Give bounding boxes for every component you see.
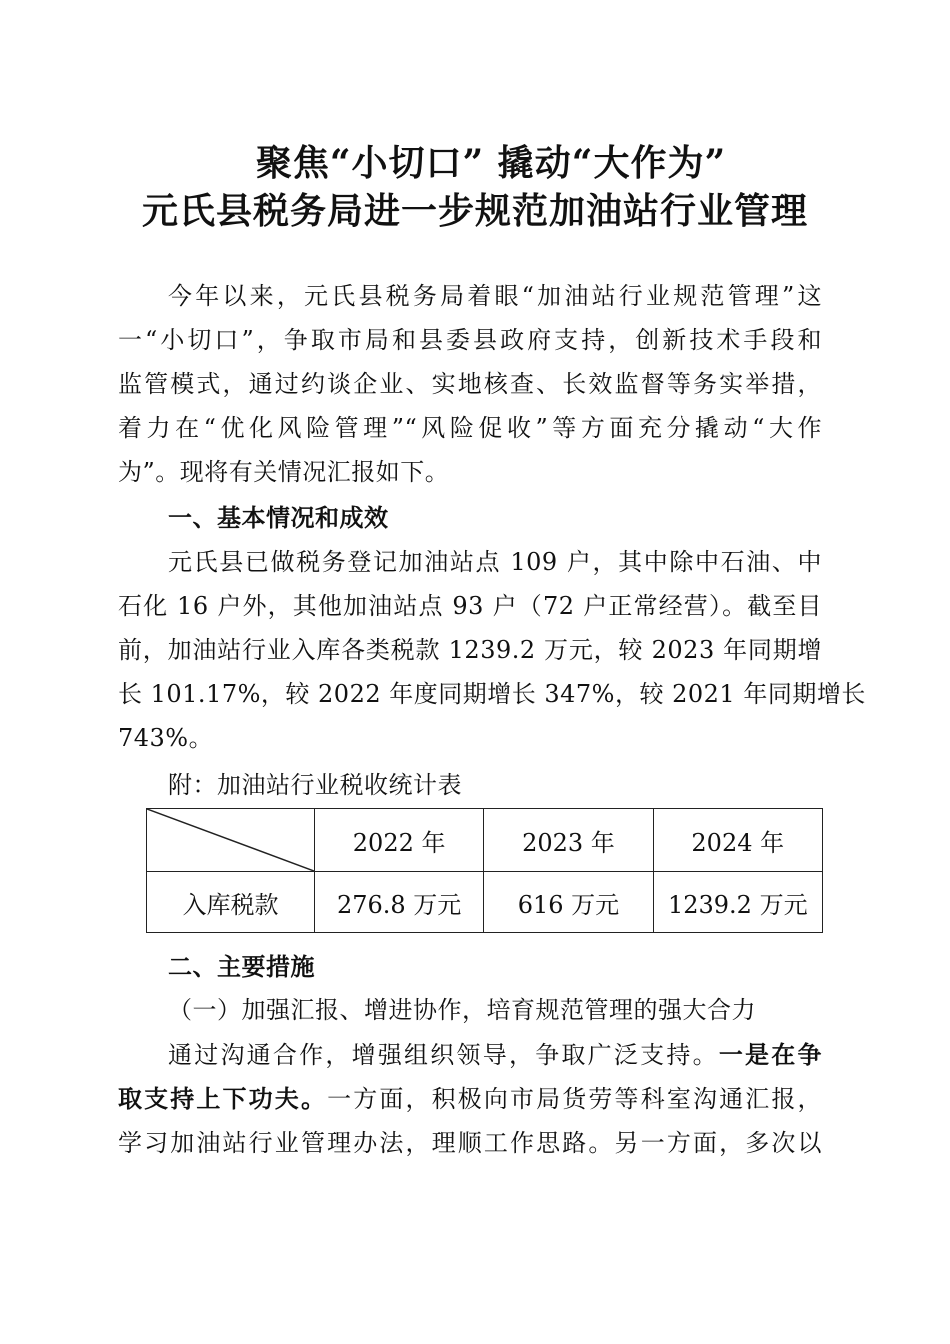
section-1-line: 前，加油站行业入库各类税款 1239.2 万元，较 2023 年同期增 <box>118 636 822 664</box>
tax-statistics-table <box>146 808 823 933</box>
table-row <box>147 872 823 933</box>
table-header-year: 2024 年 <box>653 809 822 872</box>
table-cell-value: 616 万元 <box>484 872 653 933</box>
section-1-line: 元氏县已做税务登记加油站点 109 户，其中除中石油、中 <box>168 548 822 576</box>
section-2-line: 学习加油站行业管理办法，理顺工作思路。另一方面，多次以 <box>118 1129 822 1157</box>
intro-line: 为”。现将有关情况汇报如下。 <box>118 458 450 486</box>
table-header-year: 2022 年 <box>315 809 484 872</box>
section-1-heading: 一、基本情况和成效 <box>168 504 389 532</box>
intro-line: 一“小切口”，争取市局和县委县政府支持，创新技术手段和 <box>118 326 822 354</box>
section-2-emphasis: 一是在争 <box>718 1041 822 1069</box>
section-1-line: 石化 16 户外，其他加油站点 93 户（72 户正常经营）。截至目 <box>118 592 822 620</box>
section-2-subheading: （一）加强汇报、增进协作，培育规范管理的强大合力 <box>168 996 756 1024</box>
intro-line: 着力在“优化风险管理”“风险促收”等方面充分撬动“大作 <box>118 414 822 442</box>
table-header-row <box>147 809 823 872</box>
section-2-line <box>118 1084 822 1114</box>
document-title-line-1: 聚焦“小切口” 撬动“大作为” <box>255 142 727 184</box>
section-2-line <box>168 1040 822 1070</box>
intro-line: 监管模式，通过约谈企业、实地核查、长效监督等务实举措， <box>118 370 822 398</box>
table-caption: 附：加油站行业税收统计表 <box>168 771 462 799</box>
section-2-emphasis: 取支持上下功夫。 <box>118 1085 328 1113</box>
table-cell-value: 1239.2 万元 <box>653 872 822 933</box>
table-header-year: 2023 年 <box>484 809 653 872</box>
table-corner-cell <box>147 809 315 872</box>
section-2-text: 通过沟通合作，增强组织领导，争取广泛支持。 <box>168 1041 719 1069</box>
diagonal-line-icon <box>147 809 314 871</box>
table-cell-value: 276.8 万元 <box>315 872 484 933</box>
section-1-line: 743%。 <box>118 724 214 752</box>
intro-line: 今年以来，元氏县税务局着眼“加油站行业规范管理”这 <box>168 282 822 310</box>
section-2-text: 一方面，积极向市局货劳等科室沟通汇报， <box>327 1085 822 1113</box>
table-row-label: 入库税款 <box>147 872 315 933</box>
document-title-line-2: 元氏县税务局进一步规范加油站行业管理 <box>141 190 808 232</box>
section-2-heading: 二、主要措施 <box>168 953 315 981</box>
section-1-line: 长 101.17%，较 2022 年度同期增长 347%，较 2021 年同期增长 <box>118 680 866 708</box>
